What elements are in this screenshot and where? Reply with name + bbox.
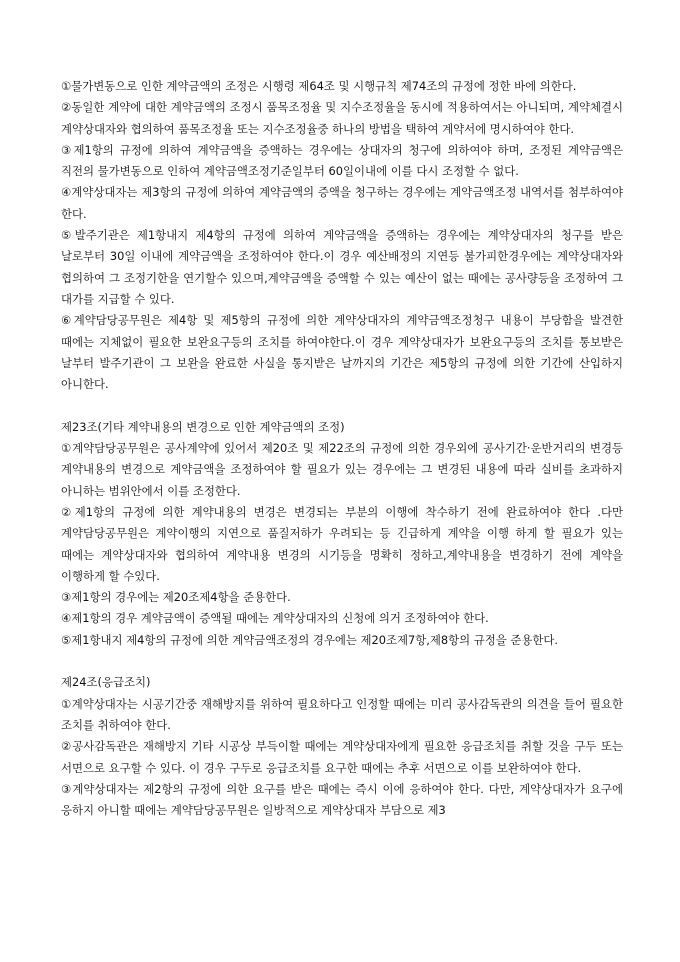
paragraph-22-2: ②동일한 계약에 대한 계약금액의 조정시 품목조정율 및 지수조정율을 동시에 적용하여서는 아니되며, 계약체결시 계약상대자와 협의하여 품목조정율 또는 지수조정율중 하나의 방법을 택하여 계약서에 명시하여야 한다. — [61, 100, 623, 136]
paragraph-23-1: ①계약담당공무원은 공사계약에 있어서 제20조 및 제22조의 규정에 의한 경우외에 공사기간·운반거리의 변경등 계약내용의 변경으로 계약금액을 조정하여야 할 필요가 있는 경우에는 그 변경된 내용에 따라 실비를 초과하지 아니하는 범위안에서 이를 조정한다. — [61, 441, 623, 498]
paragraph-23-5: ⑤제1항내지 제4항의 규정에 의한 계약금액조정의 경우에는 제20조제7항,제8항의 규정을 준용한다. — [61, 632, 559, 647]
paragraph-23-3: ③제1항의 경우에는 제20조제4항을 준용한다. — [61, 590, 291, 605]
document-page — [61, 76, 623, 821]
paragraph-22-4: ④계약상대자는 제3항의 규정에 의하여 계약금액의 증액을 청구하는 경우에는 계약금액조정 내역서를 첨부하여야 한다. — [61, 185, 623, 221]
section-23-title: 제23조(기타 계약내용의 변경으로 인한 계약금액의 조정) — [61, 419, 345, 434]
paragraph-24-2: ②공사감독관은 재해방지 기타 시공상 부득이할 때에는 계약상대자에게 필요한 응급조치를 취할 것을 구두 또는 서면으로 요구할 수 있다. 이 경우 구두로 응급조치를 요구한 때에는 추후 서면으로 이를 보완하여야 한다. — [61, 739, 623, 775]
paragraph-24-3: ③계약상대자는 제2항의 규정에 의한 요구를 받은 때에는 즉시 이에 응하여야 한다. 다만, 계약상대자가 요구에 응하지 아니할 때에는 계약담당공무원은 일방적으로 계약상대자 부담으로 제3 — [61, 781, 623, 818]
paragraph-22-3: ③제1항의 규정에 의하여 계약금액을 증액하는 경우에는 상대자의 청구에 의하여야 하며, 조정된 계약금액은 직전의 물가변동으로 인하여 계약금액조정기준일부터 60일이내에 이를 다시 조정할 수 없다. — [61, 142, 623, 179]
paragraph-24-1: ①계약상대자는 시공기간중 재해방지를 위하여 필요하다고 인정할 때에는 미리 공사감독관의 의견을 들어 필요한 조치를 취하여야 한다. — [61, 696, 623, 732]
paragraph-22-1: ①물가변동으로 인한 계약금액의 조정은 시행령 제64조 및 시행규칙 제74조의 규정에 정한 바에 의한다. — [61, 79, 577, 93]
paragraph-23-2: ②제1항의 규정에 의한 계약내용의 변경은 변경되는 부분의 이행에 착수하기 전에 완료하여야 한다 .다만 계약담당공무원은 계약이행의 지연으로 품질저하가 우려되는 등 긴급하게 계약을 이행 하게 할 필요가 있는 때에는 계약상대자와 협의하여 계약내용 변경의 시기등을 명확히 정하고,계약내용을 변경하기 전에 계약을 이행하게 할 수있다. — [61, 504, 623, 583]
paragraph-23-4: ④제1항의 경우 계약금액이 증액될 때에는 계약상대자의 신청에 의거 조정하여야 한다. — [61, 611, 489, 626]
section-24-title: 제24조(응급조치) — [61, 675, 151, 690]
section-gap — [61, 651, 623, 672]
section-gap — [61, 395, 623, 416]
paragraph-22-5: ⑤발주기관은 제1항내지 제4항의 규정에 의하여 계약금액을 증액하는 경우에는 계약상대자의 청구를 받은 날로부터 30일 이내에 계약금액을 조정하여야 한다.이 경우 예산배정의 지연등 불가피한경우에는 계약상대자와 협의하여 그 조정기한을 연기할수 있으며,계약금액을 증액할 수 있는 예산이 없는 때에는 공사량등을 조정하여 그 대가를 지급할 수 있다. — [61, 228, 623, 306]
paragraph-22-6: ⑥계약담당공무원은 제4항 및 제5항의 규정에 의한 계약상대자의 계약금액조정청구 내용이 부당함을 발견한 때에는 지체없이 필요한 보완요구등의 조치를 하여야한다.이 경우 계약상대자가 보완요구등의 조치를 통보받은 날부터 발주기관이 그 보완을 완료한 사실을 통지받은 날까지의 기간은 제5항의 규정에 의한 기간에 산입하지 아니한다. — [61, 313, 623, 392]
